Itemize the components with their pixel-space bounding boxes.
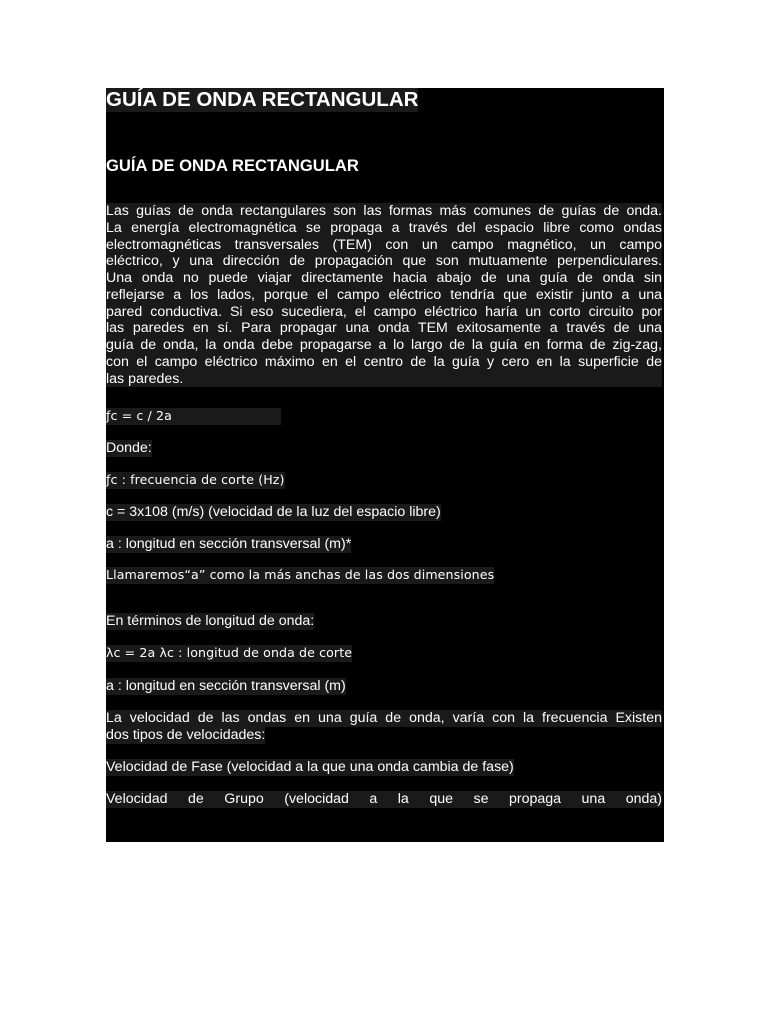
section-heading: GUÍA DE ONDA RECTANGULAR	[106, 156, 359, 175]
document-page	[106, 88, 664, 842]
wavelength-heading: En términos de longitud de onda:	[106, 613, 315, 629]
paragraph-line: Las guías de onda rectangulares son las formas más comunes de guías de onda.	[106, 203, 662, 219]
paragraph-line: Una onda no puede viajar directamente hacia abajo de una guía de onda sin	[106, 270, 662, 286]
c-definition: c = 3x108 (m/s) (velocidad de la luz del espacio libre)	[106, 504, 441, 520]
paragraph-line: eléctrico, y una dirección de propagación que son mutuamente perpendiculares.	[106, 253, 662, 270]
dimension-note: Llamaremos“a” como la más anchas de las dos dimensiones	[106, 567, 495, 582]
group-velocity: Velocidad de Grupo (velocidad a la que se propaga una onda)	[106, 791, 662, 807]
donde-label: Donde:	[106, 440, 152, 456]
velocity-paragraph-line: La velocidad de las ondas en una guía de onda, varía con la frecuencia Existen	[106, 710, 662, 726]
paragraph-line: las paredes.	[106, 370, 184, 387]
cutoff-frequency-formula: ƒc = c / 2a	[106, 408, 172, 423]
a-definition-2: a : longitud en sección transversal (m)	[106, 678, 346, 694]
intro-paragraph	[106, 203, 662, 387]
paragraph-line: reflejarse a los lados, porque el campo eléctrico tendría que existir junto a una	[106, 286, 662, 303]
velocity-paragraph-line: dos tipos de velocidades:	[106, 727, 266, 743]
paragraph-line: las paredes en sí. Para propagar una onda TEM exitosamente a través de una	[106, 320, 662, 337]
paragraph-line: pared conductiva. Si eso sucediera, el campo eléctrico haría un corto circuito por	[106, 303, 662, 320]
paragraph-line: electromagnéticas transversales (TEM) con un campo magnético, un campo	[106, 236, 662, 253]
lambda-definition: λc = 2a λc : longitud de onda de corte	[106, 645, 353, 660]
fc-definition: ƒc : frecuencia de corte (Hz)	[106, 472, 285, 487]
paragraph-line: con el campo eléctrico máximo en el centro de la guía y cero en la superficie de	[106, 353, 662, 370]
phase-velocity: Velocidad de Fase (velocidad a la que una onda cambia de fase)	[106, 759, 514, 775]
page-title: GUÍA DE ONDA RECTANGULAR	[106, 88, 419, 111]
a-definition: a : longitud en sección transversal (m)*	[106, 536, 352, 552]
paragraph-line: La energía electromagnética se propaga a través del espacio libre como ondas	[106, 219, 662, 236]
paragraph-line: guía de onda, la onda debe propagarse a lo largo de la guía en forma de zig-zag,	[106, 337, 662, 353]
